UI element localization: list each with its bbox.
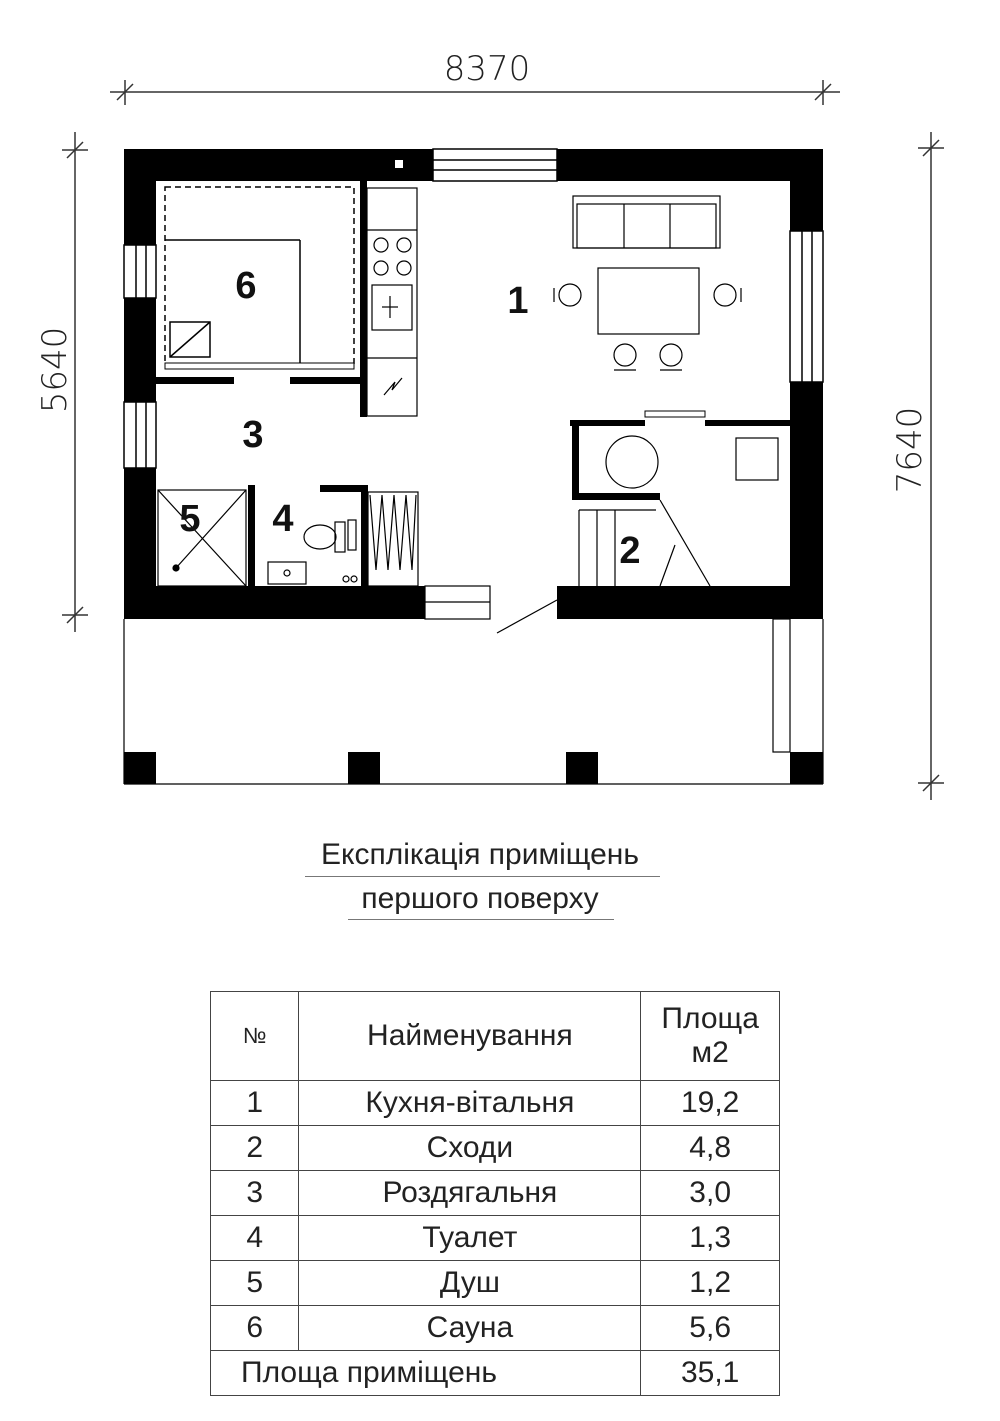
row-name: Туалет	[299, 1216, 641, 1261]
table-row	[211, 1126, 780, 1171]
stairs	[579, 500, 710, 586]
header-no: №	[211, 992, 299, 1081]
table-total-row	[211, 1351, 780, 1396]
room-number-6: 6	[235, 265, 257, 307]
row-no: 2	[211, 1126, 299, 1171]
row-no: 1	[211, 1081, 299, 1126]
row-no: 3	[211, 1171, 299, 1216]
interior-walls	[156, 181, 790, 586]
row-name: Роздягальня	[299, 1171, 641, 1216]
right-dimension-label: 7640	[890, 406, 930, 494]
sofa	[573, 196, 720, 248]
dining-table	[598, 268, 699, 334]
room-number-4: 4	[272, 498, 294, 540]
terrace	[124, 619, 823, 784]
left-dimension-label: 5640	[35, 326, 75, 414]
stair-room-fixtures	[606, 436, 778, 488]
row-no: 4	[211, 1216, 299, 1261]
room-number-5: 5	[179, 498, 201, 540]
table-row	[211, 1261, 780, 1306]
wardrobe-shelving	[368, 492, 418, 586]
table-row	[211, 1306, 780, 1351]
table-header-row	[211, 992, 780, 1081]
entrance	[425, 586, 557, 633]
room-number-3: 3	[242, 414, 264, 456]
row-area: 1,3	[641, 1216, 780, 1261]
vent-square	[395, 160, 403, 168]
explication-title-line1: Експлікація приміщень	[321, 838, 639, 871]
header-name: Найменування	[299, 992, 641, 1081]
header-area: Площа м2	[641, 992, 780, 1081]
sauna-floor-line	[165, 363, 354, 369]
row-area: 19,2	[641, 1081, 780, 1126]
row-area: 5,6	[641, 1306, 780, 1351]
row-no: 6	[211, 1306, 299, 1351]
row-area: 1,2	[641, 1261, 780, 1306]
row-no: 5	[211, 1261, 299, 1306]
explication-table	[210, 991, 780, 1396]
row-area: 4,8	[641, 1126, 780, 1171]
table-row	[211, 1216, 780, 1261]
title-underline-2	[348, 919, 614, 920]
interior-door-opening	[645, 411, 705, 417]
kitchen-counter	[367, 188, 417, 416]
explication-title-line2: першого поверху	[361, 882, 599, 915]
room-number-1: 1	[507, 280, 529, 322]
total-label: Площа приміщень	[211, 1351, 641, 1396]
row-name: Сауна	[299, 1306, 641, 1351]
row-name: Сходи	[299, 1126, 641, 1171]
title-underline-1	[305, 876, 660, 877]
total-area: 35,1	[641, 1351, 780, 1396]
row-name: Душ	[299, 1261, 641, 1306]
row-area: 3,0	[641, 1171, 780, 1216]
row-name: Кухня-вітальня	[299, 1081, 641, 1126]
top-dimension-label: 8370	[443, 49, 531, 89]
sauna-benches	[165, 187, 354, 365]
table-row	[211, 1081, 780, 1126]
room-number-2: 2	[619, 530, 641, 572]
shower-tray	[158, 490, 246, 586]
terrace-columns	[124, 752, 823, 784]
table-row	[211, 1171, 780, 1216]
